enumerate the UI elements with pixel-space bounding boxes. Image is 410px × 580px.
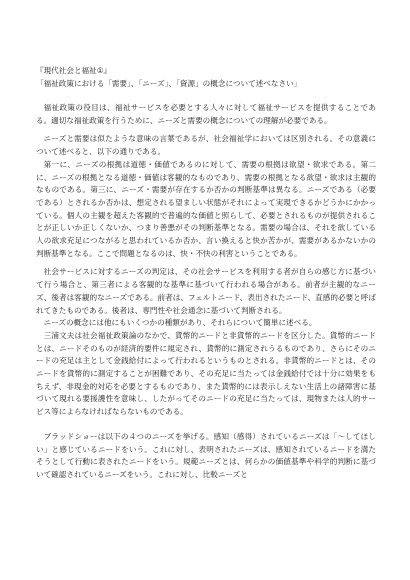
document-title: 『現代社会と福祉①』 [36, 66, 112, 75]
paragraph-3: 第一に、ニーズの根拠は道徳・価値であるのに対して、需要の根拠は欲望・欲求である。第二に、ニーズの根拠となる道徳・価値は客観的なものであり、需要の根拠となる欲望・欲求は主観的なものである。第三に、ニーズ・需要が存在するか否かの判断基準は異なる。ニーズである（必要である）とされるか否かは、想定される望ましい状態がそれによって実現できるかどうかにかかっている。個人の主観を超えた客観的で普遍的な価値と照らして、必要とされるものが提供されることが正しいか正しくないか、つまり善悪がその判断基準となる。需要の場合は、それを欲している人の欲求充足につながると思われているか否か、言い換えると快か苦かが、需要があるかないかの判断基準となる。ここで問題となるのは、快・不快の利害ということである。 [36, 159, 376, 258]
paragraph-5: ニーズの概念には他にもいくつかの種類があり、それらについて簡単に述べる。 [43, 318, 317, 328]
paragraph-7: ブラッドショーは以下の４つのニーズを挙げる。感知（感得）されているニーズは「～してほしい」と感じているニードをいう。これに対し、表明されたニーズは、感知されているニードを満たそうとして行動に表されたニードをいう。規範ニーズとは、何らかの価値基準や科学的判断に基づいて確認されているニーズをいう。これに対し、比較ニーズと [36, 431, 376, 479]
paragraph-6: 三浦文夫は社会福祉政策論のなかで、貨幣的ニードと非貨幣的ニードを区分した。貨幣的ニードとは、ニードそのものが経済的要件に規定され、貨幣的に測定されうるものであり、さらにそのニードの充足は主として金銭給付によって行われるというものとされる。非貨幣的ニードとは、そのニードを貨幣的に測定することが困難であり、その充足に当たっては金銭給付では十分に効果をもちえず、非現金的対応を必要とするものであり、また貨幣的には表示しえない生活上の諸障害に基づいて現れる要援護性を意味し、したがってそのニードの充足に当たっては、現物または人的サービス等によらなければならないものである。 [36, 330, 376, 417]
paragraph-1: 福祉政策の役目は、福祉サービスを必要とする人々に対して福祉サービスを提供することである。適切な福祉政策を行うために、ニーズと需要の概念についての理解が必要である。 [36, 103, 376, 125]
document-subtitle: 「福祉政策における「需要」、「ニーズ」、「資源」の概念について述べなさい」 [36, 79, 302, 88]
paragraph-2: ニーズと需要は似たような意味の言葉であるが、社会福祉学においては区別される。その意義について述べると、以下の通りである。 [36, 134, 376, 157]
paragraph-4: 社会サービスに対するニーズの判定は、その社会サービスを利用する者が自らの感じ方に基づいて行う場合と、第三者による客観的な基準に基づいて行われる場合がある。前者が主観的なニーズ、後者は客観的なニーズである。前者は、フェルトニード、表出されたニード、直感的必要と呼ばれてきたものである。後者は、専門性や社会通念に基づいて判断される。 [36, 267, 376, 315]
